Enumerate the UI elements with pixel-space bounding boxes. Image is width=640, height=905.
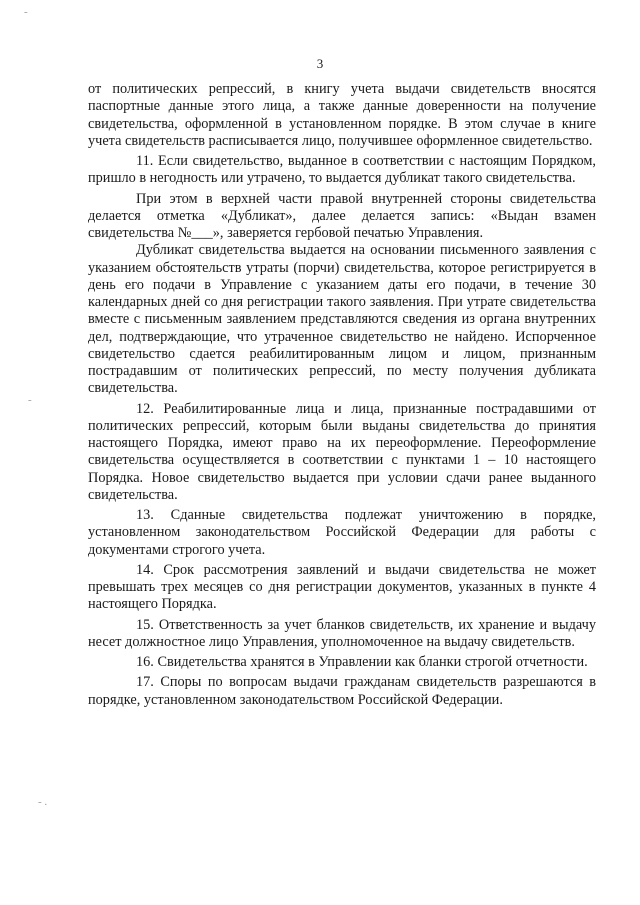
paragraph-item-15: 15. Ответственность за учет бланков свидетельств, их хранение и выдачу несет должностное лицо Управления, уполномоченное на выдачу свидетельств. <box>88 616 596 650</box>
paragraph-item-14: 14. Срок рассмотрения заявлений и выдачи свидетельства не может превышать трех месяцев со дня регистрации документов, указанных в пункте 4 настоящего Порядка. <box>88 561 596 613</box>
paragraph-item-13: 13. Сданные свидетельства подлежат уничтожению в порядке, установленном законодательством Российской Федерации для работы с документами строгого учета. <box>88 507 596 558</box>
paragraph-item-11: 11. Если свидетельство, выданное в соответствии с настоящим Порядком, пришло в негодность или утрачено, то выдается дубликат такого свидетельства. <box>88 153 596 187</box>
paragraph-duplicate-mark: При этом в верхней части правой внутренней стороны свидетельства делается отметка «Дубликат», далее делается запись: «Выдан взамен свидетельства №___», заверяется гербовой печатью Управления. <box>88 190 596 241</box>
document-body <box>88 81 596 709</box>
paragraph-item-17: 17. Споры по вопросам выдачи гражданам свидетельств разрешаются в порядке, установленном законодательством Российской Федерации. <box>88 674 596 708</box>
page-number: 3 <box>316 56 324 71</box>
paragraph-continuation: от политических репрессий, в книгу учета выдачи свидетельств вносятся паспортные данные этого лица, а также данные доверенности на получение свидетельства, оформленной в установленном порядке. В этом случае в книге учета свидетельств расписывается лицо, получившее оформленное свидетельство. <box>88 81 596 149</box>
scan-mark: - . <box>38 796 48 808</box>
paragraph-item-12: 12. Реабилитированные лица и лица, признанные пострадавшими от политических репрессий, которым были выданы свидетельства до принятия настоящего Порядка, имеют право на их переоформление. Переоформление свидетельства осуществляется в соответствии с пунктами 1 – 10 настоящего Порядка. Новое свидетельство выдается при условии сдачи ранее выданного свидетельства. <box>88 400 596 503</box>
paragraph-item-16: 16. Свидетельства хранятся в Управлении как бланки строгой отчетности. <box>136 654 588 670</box>
paragraph-duplicate-issue: Дубликат свидетельства выдается на основании письменного заявления с указанием обстоятельств утраты (порчи) свидетельства, которое регистрируется в день его подачи в Управление с указанием даты его подачи, в течение 30 календарных дней со дня регистрации такого заявления. При утрате свидетельства вместе с письменным заявлением представляются сведения из органа внутренних дел, подтверждающие, что утраченное свидетельство не найдено. Испорченное свидетельство сдается реабилитированным лицом и лицом, признанным пострадавшим от политических репрессий, по месту получения дубликата свидетельства. <box>88 242 596 397</box>
scan-mark: - <box>28 394 32 406</box>
scan-mark: - <box>24 6 28 18</box>
